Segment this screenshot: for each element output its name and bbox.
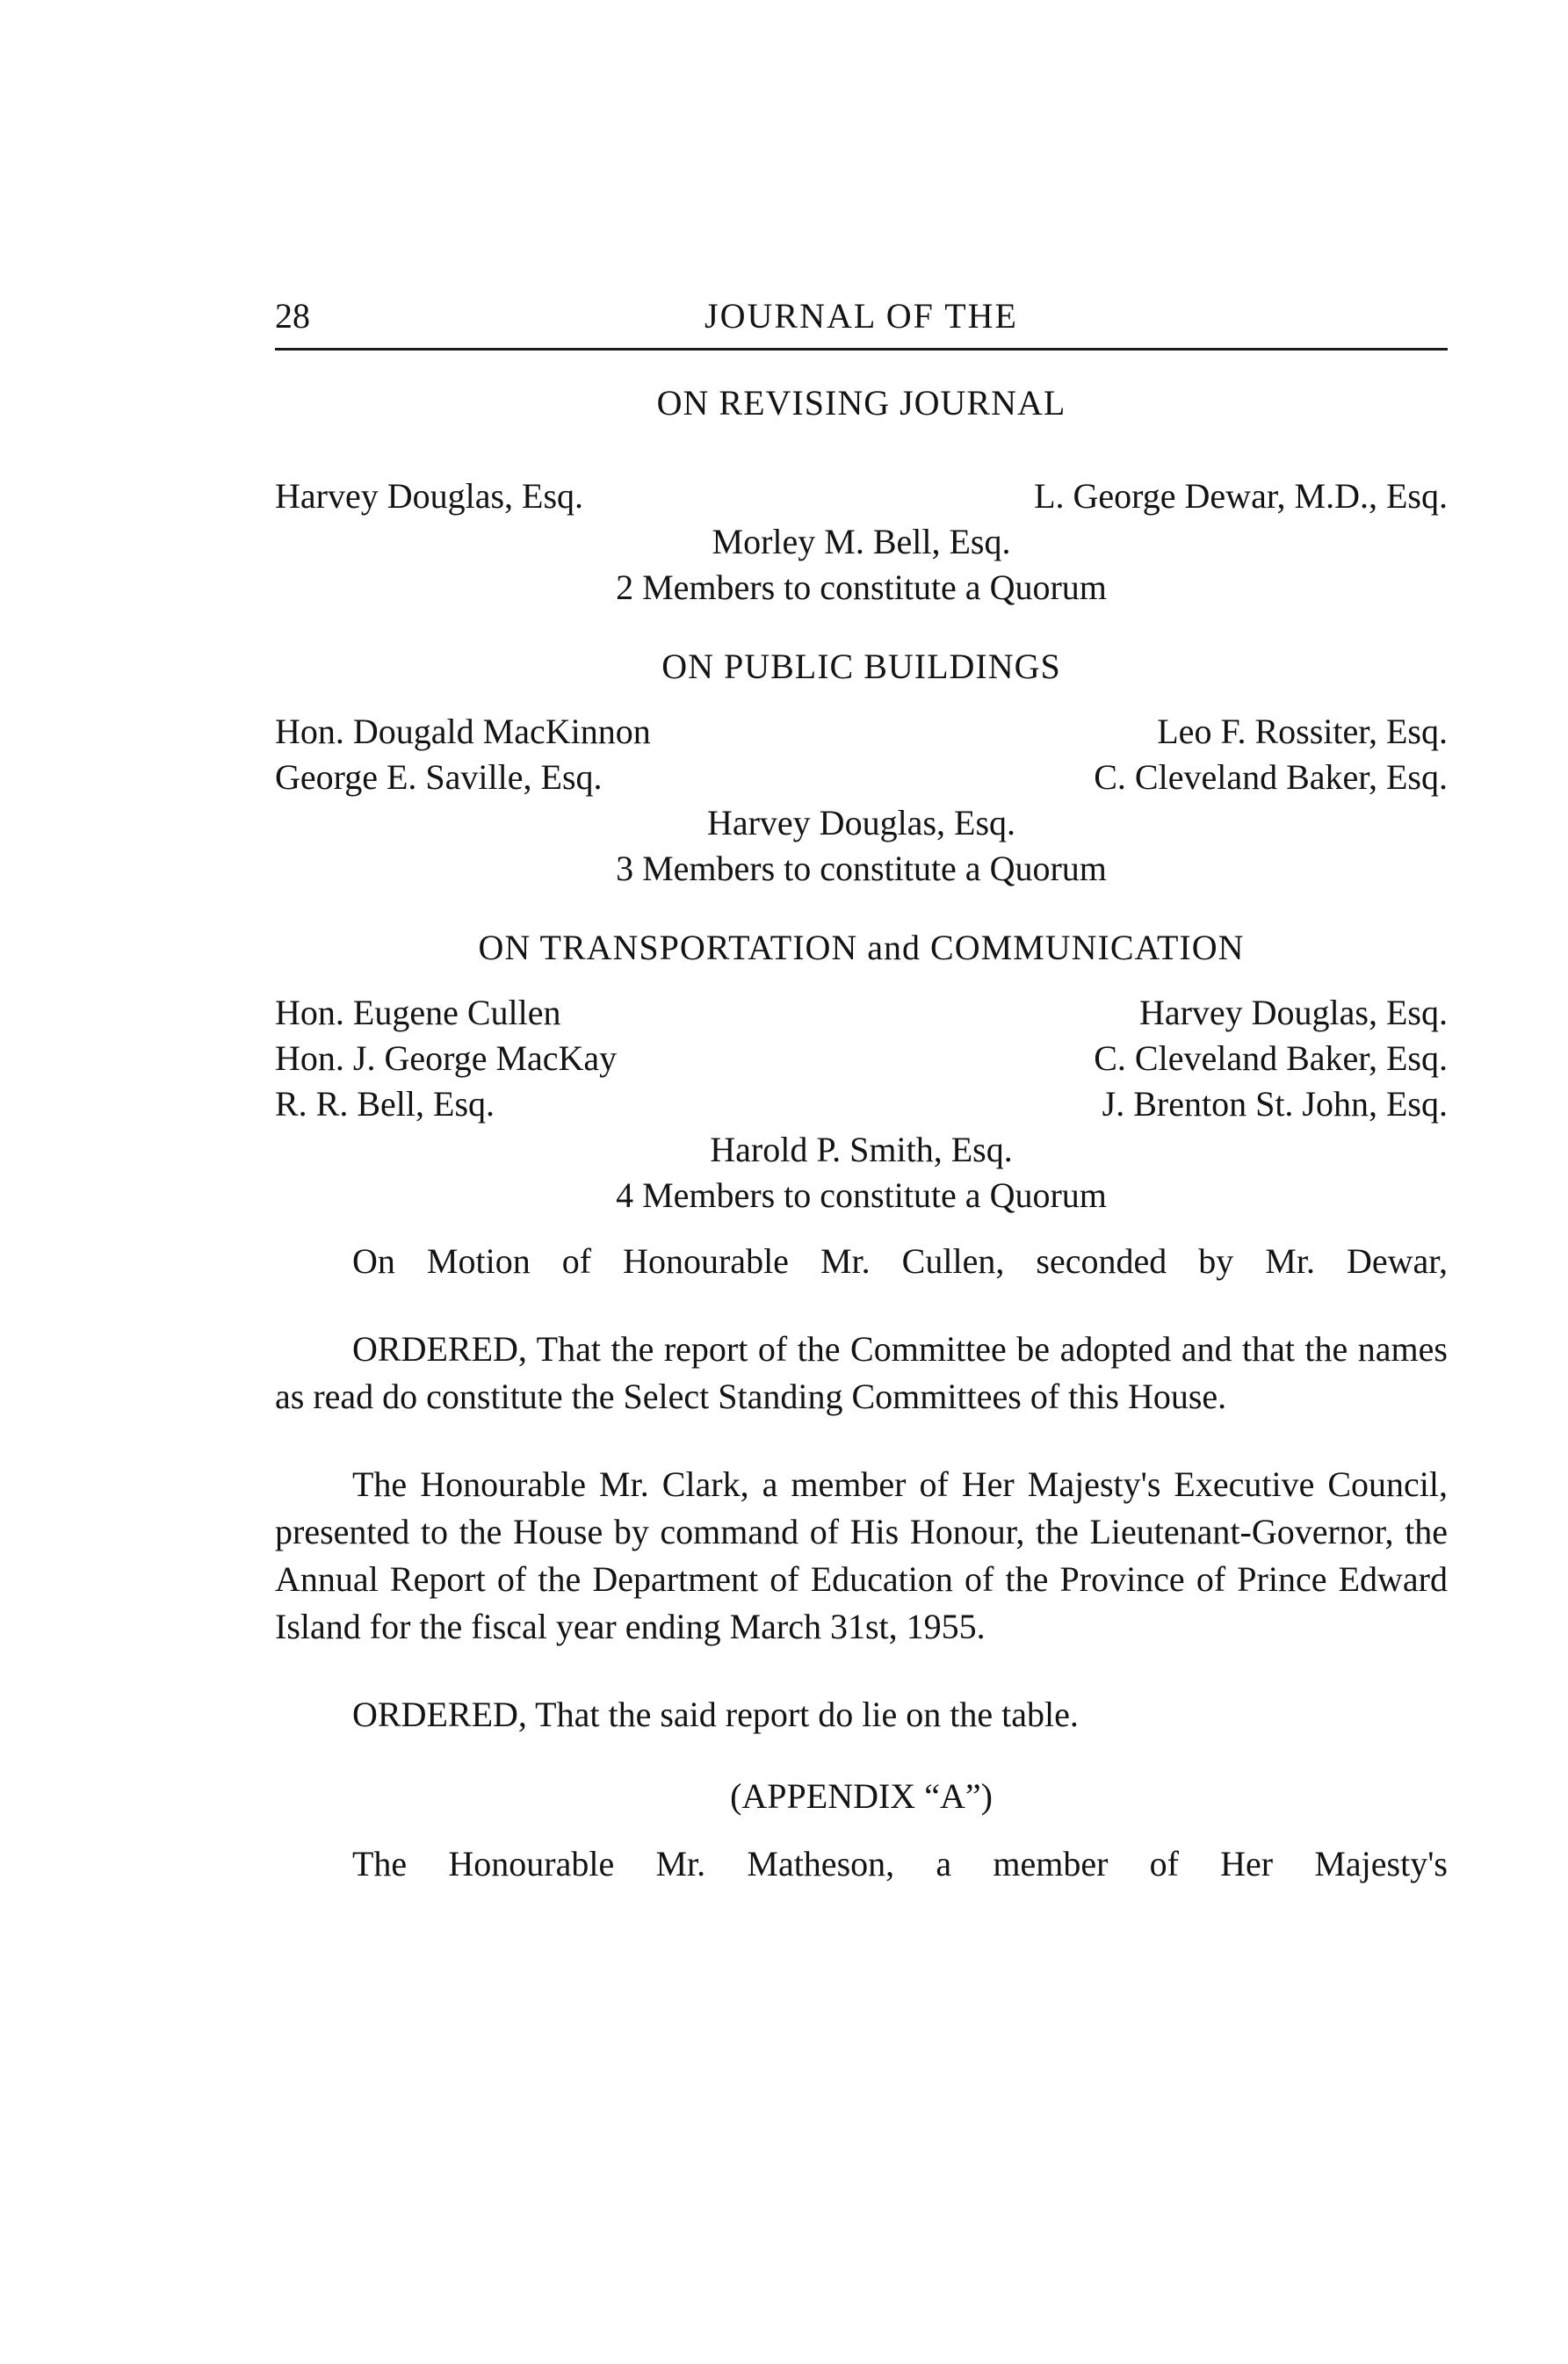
member-name: C. Cleveland Baker, Esq. [1094, 757, 1448, 797]
member-name: R. R. Bell, Esq. [275, 1084, 495, 1124]
revising-heading: ON REVISING JOURNAL [656, 383, 1066, 423]
member-name: Harvey Douglas, Esq. [275, 476, 584, 516]
ordered-adopt-paragraph: ORDERED, That the report of the Committee be adopted and that the names as read do constitute the Select Standing Committees of this House. [275, 1329, 1448, 1416]
public-buildings-members-row-1 [275, 709, 1448, 755]
member-name: Harvey Douglas, Esq. [1138, 993, 1448, 1032]
transportation-quorum: 4 Members to constitute a Quorum [616, 1175, 1107, 1215]
member-name: Hon. Eugene Cullen [275, 993, 561, 1032]
member-name: Leo F. Rossiter, Esq. [1157, 712, 1448, 751]
transportation-heading: ON TRANSPORTATION and COMMUNICATION [478, 928, 1245, 967]
member-name: George E. Saville, Esq. [275, 757, 603, 797]
transportation-center-member: Harold P. Smith, Esq. [710, 1130, 1013, 1169]
journal-page [275, 290, 1448, 1888]
public-buildings-members-row-2 [275, 755, 1448, 800]
motion-line: On Motion of Honourable Mr. Cullen, seconded by Mr. Dewar, [352, 1241, 1448, 1281]
member-name: L. George Dewar, M.D., Esq. [1034, 476, 1448, 516]
public-buildings-heading: ON PUBLIC BUILDINGS [661, 647, 1061, 686]
running-title: JOURNAL OF THE [705, 296, 1018, 336]
public-buildings-quorum: 3 Members to constitute a Quorum [616, 849, 1107, 888]
revising-quorum: 2 Members to constitute a Quorum [616, 568, 1107, 607]
transportation-members-row-3 [275, 1081, 1448, 1127]
revising-center-member: Morley M. Bell, Esq. [712, 522, 1011, 561]
appendix-heading: (APPENDIX “A”) [730, 1776, 993, 1816]
revising-members-row-1 [275, 474, 1448, 519]
clark-report-paragraph: The Honourable Mr. Clark, a member of Her Majesty's Executive Council, presented to the House by command of His Honour, the Lieutenant-Governor, the Annual Report of the Department of Education of the Province of Prince Edward Island for the fiscal year ending March 31st, 1955. [275, 1464, 1448, 1646]
member-name: Hon. J. George MacKay [275, 1038, 618, 1078]
page-header [275, 290, 1448, 351]
page-number: 28 [275, 296, 310, 336]
transportation-members-row-2 [275, 1036, 1448, 1081]
transportation-members-row-1 [275, 990, 1448, 1036]
matheson-line: The Honourable Mr. Matheson, a member of Her Majesty's [352, 1844, 1448, 1883]
ordered-table-line: ORDERED, That the said report do lie on the table. [352, 1695, 1079, 1734]
public-buildings-center-member: Harvey Douglas, Esq. [706, 803, 1016, 842]
member-name: C. Cleveland Baker, Esq. [1094, 1038, 1448, 1078]
member-name: J. Brenton St. John, Esq. [1102, 1084, 1448, 1124]
member-name: Hon. Dougald MacKinnon [275, 712, 651, 751]
